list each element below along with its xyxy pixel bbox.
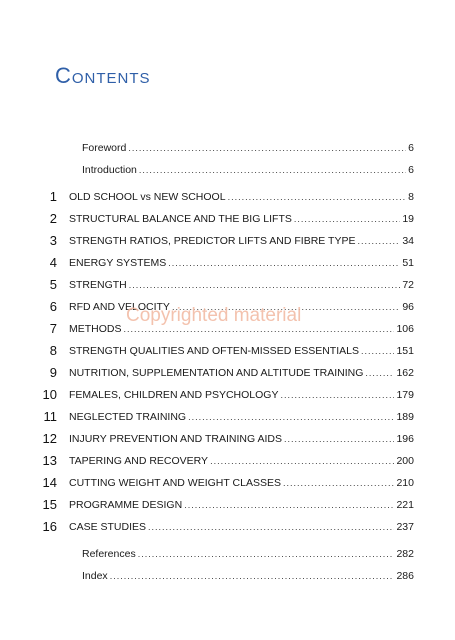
chapter-page: 237 (396, 521, 414, 533)
dot-leader (128, 140, 406, 156)
chapter-title: METHODS (69, 323, 122, 335)
dot-leader (184, 497, 394, 513)
toc-entry-label: Foreword (82, 142, 127, 154)
chapter-number: 13 (42, 453, 57, 468)
chapter-number: 12 (42, 431, 57, 446)
chapter-title: INJURY PREVENTION AND TRAINING AIDS (69, 433, 282, 445)
chapter-page: 51 (402, 257, 414, 269)
toc-entry-page: 6 (408, 164, 414, 176)
chapter-number: 7 (49, 321, 57, 336)
chapter-page: 196 (396, 433, 414, 445)
copyright-watermark: Copyrighted material (126, 305, 302, 326)
toc-chapter-5[interactable] (0, 277, 455, 293)
toc-chapter-13[interactable] (0, 453, 455, 469)
chapter-title: STRENGTH RATIOS, PREDICTOR LIFTS AND FIBRE TYPE (69, 235, 356, 247)
dot-leader (168, 255, 400, 271)
chapter-number: 9 (49, 365, 57, 380)
toc-entry-label: References (82, 548, 136, 560)
toc-entry-label: Index (82, 570, 108, 582)
chapter-number: 11 (43, 409, 57, 424)
toc-chapter-16[interactable] (0, 519, 455, 535)
chapter-number: 10 (42, 387, 57, 402)
toc-chapter-3[interactable] (0, 233, 455, 249)
dot-leader (228, 189, 407, 205)
toc-chapter-8[interactable] (0, 343, 455, 359)
chapter-title: CUTTING WEIGHT AND WEIGHT CLASSES (69, 477, 281, 489)
chapter-title: ENERGY SYSTEMS (69, 257, 167, 269)
chapter-title: TAPERING AND RECOVERY (69, 455, 209, 467)
page-title: Contents (55, 63, 151, 88)
chapter-page: 151 (396, 345, 414, 357)
toc-entry-references[interactable] (0, 546, 455, 562)
toc-chapter-15[interactable] (0, 497, 455, 513)
chapter-page: 179 (396, 389, 414, 401)
chapter-number: 4 (49, 255, 57, 270)
toc-entry-page: 282 (396, 548, 414, 560)
chapter-page: 106 (396, 323, 414, 335)
dot-leader (148, 519, 394, 535)
dot-leader (210, 453, 394, 469)
chapter-page: 96 (402, 301, 414, 313)
chapter-number: 16 (42, 519, 57, 534)
chapter-number: 1 (49, 189, 57, 204)
chapter-page: 8 (408, 191, 414, 203)
chapter-number: 3 (49, 233, 57, 248)
chapter-title: STRENGTH (69, 279, 127, 291)
chapter-number: 14 (42, 475, 57, 490)
dot-leader (138, 546, 395, 562)
chapter-number: 5 (49, 277, 57, 292)
toc-entry-foreword[interactable] (0, 140, 455, 156)
chapter-page: 210 (396, 477, 414, 489)
chapter-number: 15 (42, 497, 57, 512)
chapter-number: 8 (49, 343, 57, 358)
chapter-number: 6 (49, 299, 57, 314)
toc-chapter-11[interactable] (0, 409, 455, 425)
dot-leader (110, 568, 395, 584)
chapter-title: CASE STUDIES (69, 521, 147, 533)
dot-leader (361, 343, 395, 359)
toc-entry-introduction[interactable] (0, 162, 455, 178)
dot-leader (283, 475, 395, 491)
chapter-title: PROGRAMME DESIGN (69, 499, 183, 511)
chapter-title: STRUCTURAL BALANCE AND THE BIG LIFTS (69, 213, 292, 225)
chapter-page: 34 (402, 235, 414, 247)
chapter-title: NEGLECTED TRAINING (69, 411, 187, 423)
chapter-page: 200 (396, 455, 414, 467)
dot-leader (129, 277, 401, 293)
chapter-title: RFD AND VELOCITY (69, 301, 170, 313)
toc-chapter-10[interactable] (0, 387, 455, 403)
dot-leader (365, 365, 394, 381)
toc-entry-page: 6 (408, 142, 414, 154)
toc-chapter-4[interactable] (0, 255, 455, 271)
toc-chapter-12[interactable] (0, 431, 455, 447)
chapter-page: 72 (402, 279, 414, 291)
toc-chapter-1[interactable] (0, 189, 455, 205)
chapter-title: NUTRITION, SUPPLEMENTATION AND ALTITUDE TRAINING (69, 367, 364, 379)
dot-leader (357, 233, 400, 249)
chapter-title: OLD SCHOOL vs NEW SCHOOL (69, 191, 226, 203)
toc-entry-page: 286 (396, 570, 414, 582)
toc-chapter-2[interactable] (0, 211, 455, 227)
toc-entry-index[interactable] (0, 568, 455, 584)
chapter-page: 19 (402, 213, 414, 225)
dot-leader (284, 431, 395, 447)
dot-leader (294, 211, 400, 227)
chapter-page: 162 (396, 367, 414, 379)
chapter-title: FEMALES, CHILDREN AND PSYCHOLOGY (69, 389, 279, 401)
toc-chapter-9[interactable] (0, 365, 455, 381)
dot-leader (188, 409, 394, 425)
dot-leader (280, 387, 394, 403)
chapter-number: 2 (49, 211, 57, 226)
chapter-page: 221 (396, 499, 414, 511)
toc-chapter-14[interactable] (0, 475, 455, 491)
toc-entry-label: Introduction (82, 164, 137, 176)
chapter-page: 189 (396, 411, 414, 423)
dot-leader (139, 162, 406, 178)
chapter-title: STRENGTH QUALITIES AND OFTEN-MISSED ESSENTIALS (69, 345, 359, 357)
